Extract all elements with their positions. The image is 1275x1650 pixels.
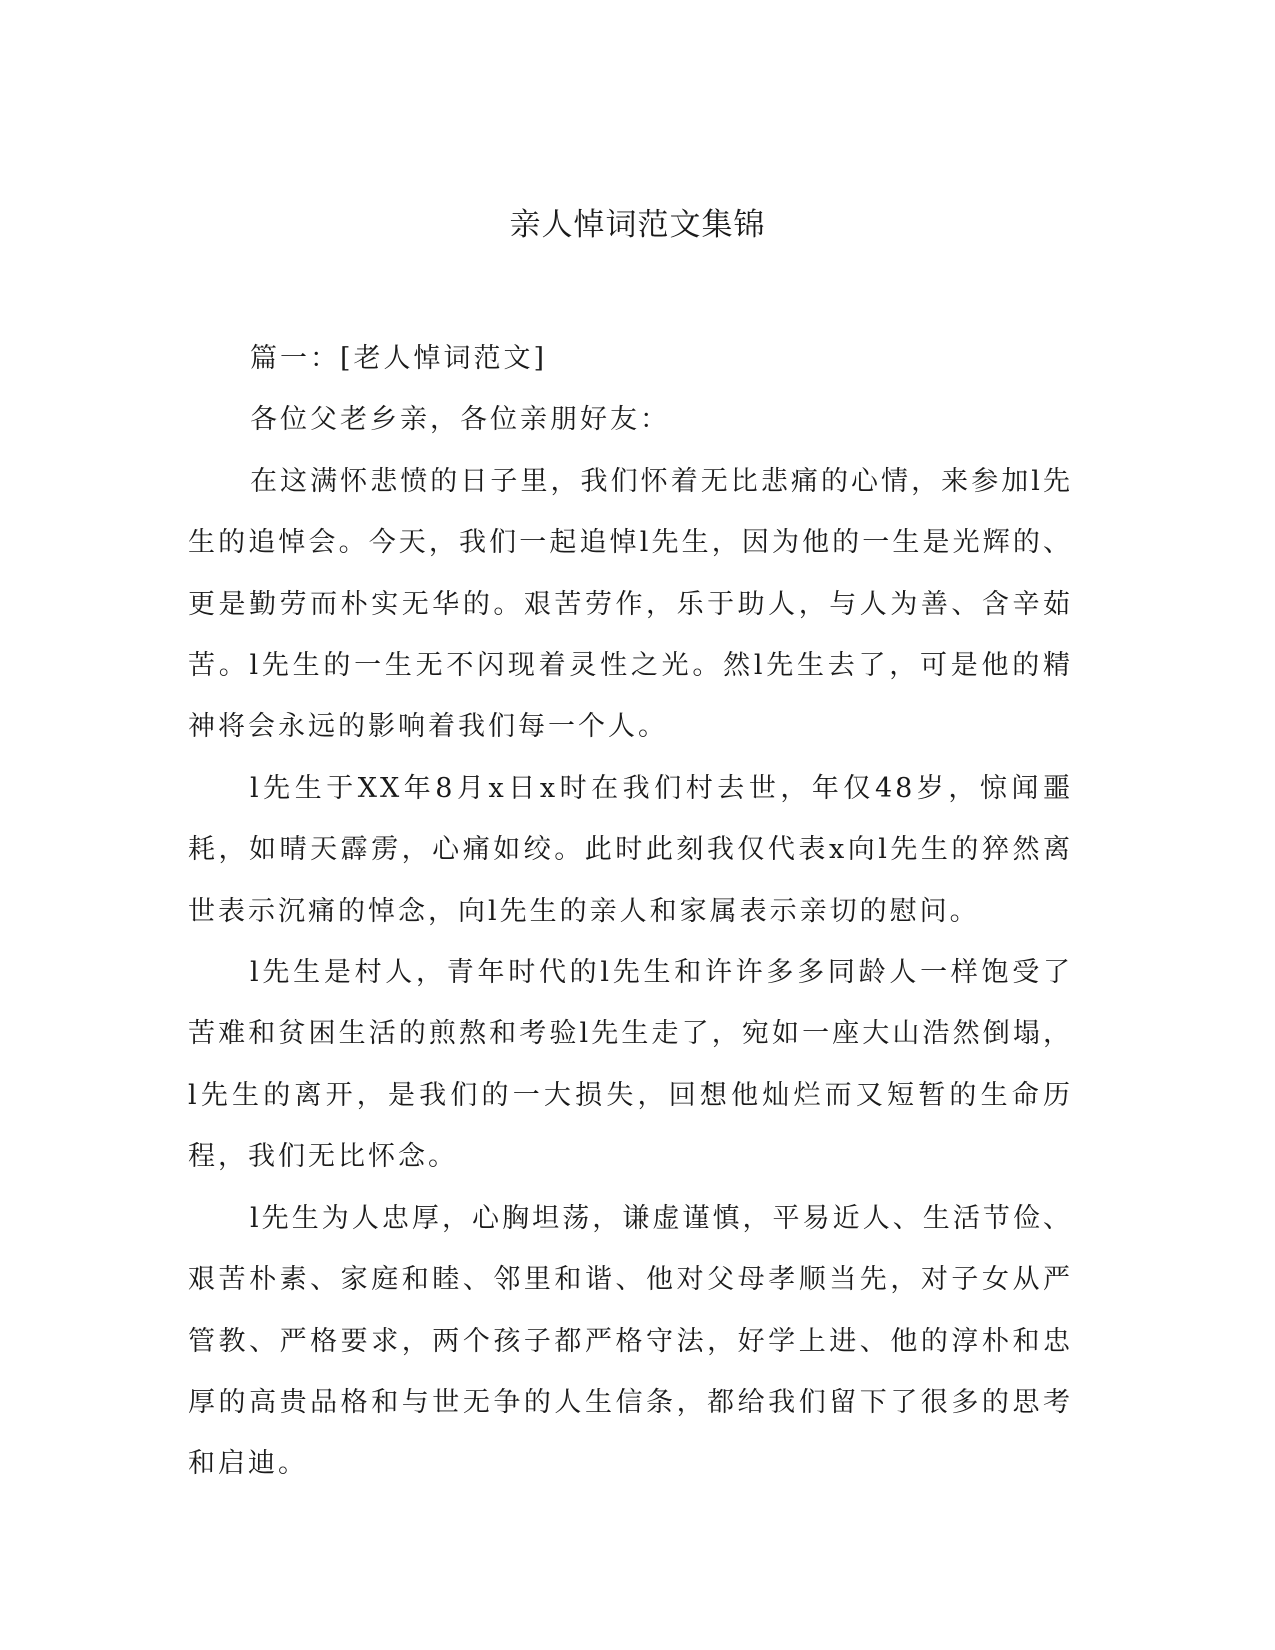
section-heading: 篇一：[老人悼词范文] xyxy=(250,343,548,374)
body-paragraph: l先生为人忠厚，心胸坦荡，谦虚谨慎，平易近人、生活节俭、艰苦朴素、家庭和睦、邻里和谐、他对父母孝顺当先，对子女从严管教、严格要求，两个孩子都严格守法，好学上进、他的淳朴和忠厚的高贵品格和与世无争的人生信条，都给我们留下了很多的思考和启迪。 xyxy=(188,1202,1073,1480)
document-body xyxy=(188,328,1073,1495)
document-title: 亲人悼词范文集锦 xyxy=(509,207,766,243)
body-paragraph: 在这满怀悲愤的日子里，我们怀着无比悲痛的心情，来参加l先生的追悼会。今天，我们一起追悼l先生，因为他的一生是光辉的、更是勤劳而朴实无华的。艰苦劳作，乐于助人，与人为善、含辛茹苦。l先生的一生无不闪现着灵性之光。然l先生去了，可是他的精神将会永远的影响着我们每一个人。 xyxy=(188,465,1073,743)
body-paragraph: l先生于XX年8月x日x时在我们村去世，年仅48岁，惊闻噩耗，如晴天霹雳，心痛如绞。此时此刻我仅代表x向l先生的猝然离世表示沉痛的悼念，向l先生的亲人和家属表示亲切的慰问。 xyxy=(188,772,1073,927)
salutation: 各位父老乡亲，各位亲朋好友： xyxy=(250,404,670,436)
body-paragraph: l先生是村人，青年时代的l先生和许许多多同龄人一样饱受了苦难和贫困生活的煎熬和考验l先生走了，宛如一座大山浩然倒塌，l先生的离开，是我们的一大损失，回想他灿烂而又短暂的生命历程，我们无比怀念。 xyxy=(188,957,1073,1173)
